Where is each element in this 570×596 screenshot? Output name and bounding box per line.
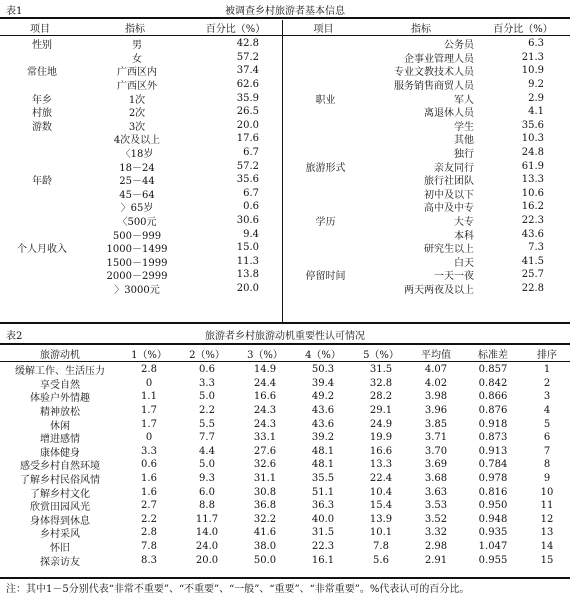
t2-cell: 24.4 — [253, 377, 277, 389]
t2-cell: 0.816 — [478, 486, 508, 498]
table1-caption: 被调查乡村旅游者基本信息 — [225, 6, 345, 17]
t1-value: 25.7 — [521, 269, 544, 281]
t2-header-5: 5（%） — [363, 349, 399, 360]
t2-cell: 10 — [540, 486, 554, 498]
t1-group — [283, 37, 368, 51]
t2-cell: 0.935 — [478, 527, 508, 539]
t2-cell: 22.4 — [369, 473, 393, 485]
t2-header-sd: 标准差 — [478, 349, 508, 360]
t2-cell: 48.1 — [311, 445, 335, 457]
t1-group — [2, 268, 82, 282]
t2-cell: 13.3 — [369, 459, 393, 471]
t1-value: 43.6 — [521, 228, 544, 240]
t2-cell: 10.4 — [369, 486, 393, 498]
t2-cell: 1.6 — [141, 473, 157, 485]
t1-indicator: 服务销售商贸人员 — [394, 81, 474, 92]
t2-header-1: 1（%） — [131, 349, 167, 360]
t2-cell: 49.2 — [311, 391, 335, 403]
t1-value: 4.1 — [528, 106, 544, 118]
t1-group — [283, 51, 368, 65]
t1-indicator: 3次 — [128, 121, 146, 133]
t1-value: 57.2 — [236, 160, 259, 172]
t1-right-header-item: 项目 — [313, 23, 334, 34]
t2-cell: 1.7 — [141, 418, 157, 430]
t1-group: 年龄 — [32, 176, 52, 187]
t2-header-3: 3（%） — [247, 349, 283, 360]
t1-value: 15.0 — [236, 242, 259, 254]
t2-cell: 35.5 — [311, 473, 335, 485]
t1-indicator: 4次及以上 — [113, 135, 161, 146]
t2-motive: 缓解工作、生活压力 — [15, 366, 105, 377]
table2-footnote: 注：其中1－5分别代表“非常不重要”、“不重要”、“一般”、“重要”、“非常重要”。%代表认可的百分比。 — [6, 584, 470, 595]
t1-value: 41.5 — [521, 255, 544, 267]
t2-cell: 3.3 — [141, 445, 157, 457]
t1-right-header-indicator: 指标 — [411, 23, 431, 34]
t1-indicator: 〉65岁 — [120, 203, 154, 214]
t2-cell: 2 — [543, 377, 551, 389]
t2-cell: 4.4 — [199, 445, 215, 457]
t1-indicator: 大专 — [454, 217, 474, 228]
t1-indicator: 本科 — [454, 230, 474, 241]
t2-cell: 20.0 — [195, 554, 219, 566]
t1-group — [283, 78, 368, 92]
t1-right-header-percent: 百分比（%） — [493, 23, 553, 34]
t2-motive: 了解乡村文化 — [30, 488, 90, 499]
t1-indicator: 〈500元 — [117, 217, 157, 228]
t2-cell: 3.3 — [199, 377, 215, 389]
t2-cell: 0.6 — [141, 459, 157, 471]
t1-group: 学历 — [315, 217, 336, 228]
t1-group — [283, 132, 368, 146]
t2-cell: 5.0 — [199, 391, 215, 403]
t1-value: 10.9 — [521, 65, 544, 77]
table-row — [0, 458, 570, 472]
t2-header-4: 4（%） — [305, 349, 341, 360]
t2-cell: 24.3 — [253, 405, 277, 417]
t2-cell: 14.9 — [253, 364, 277, 376]
t1-value: 13.3 — [521, 174, 544, 186]
t1-group — [283, 146, 368, 160]
t2-cell: 16.6 — [369, 445, 393, 457]
t2-cell: 38.0 — [253, 541, 277, 553]
t2-cell: 3.52 — [424, 513, 448, 525]
t1-indicator: 军人 — [454, 94, 474, 105]
t2-motive: 探亲访友 — [40, 556, 80, 567]
t1-group: 年乡 — [32, 94, 52, 105]
t1-indicator: 1000－1499 — [106, 244, 168, 255]
t1-left-header-indicator: 指标 — [125, 23, 145, 34]
table-row — [0, 377, 570, 391]
t2-cell: 2.8 — [141, 527, 157, 539]
t1-group — [283, 282, 368, 296]
t2-cell: 51.1 — [311, 486, 335, 498]
t2-cell: 14 — [540, 541, 554, 553]
t1-indicator: 研究生以上 — [424, 244, 474, 255]
t1-group — [2, 214, 82, 228]
t2-cell: 31.5 — [369, 364, 393, 376]
t1-group — [283, 200, 368, 214]
t2-cell: 1.047 — [478, 541, 508, 553]
t1-group: 常住地 — [27, 67, 57, 78]
t1-value: 17.6 — [236, 133, 259, 145]
t2-cell: 15.4 — [369, 500, 393, 512]
table-row — [0, 485, 570, 499]
t1-indicator: 企事业管理人员 — [404, 53, 474, 65]
t2-cell: 3.53 — [424, 500, 448, 512]
t2-cell: 13 — [540, 527, 554, 539]
t2-cell: 1.1 — [141, 391, 157, 403]
t1-value: 10.3 — [521, 133, 544, 145]
t1-indicator: 两天两夜及以上 — [404, 284, 474, 296]
t2-cell: 1 — [543, 364, 551, 376]
t1-indicator: 2000－2999 — [106, 271, 168, 282]
t2-cell: 30.8 — [253, 486, 277, 498]
t1-group — [283, 119, 368, 133]
t2-cell: 32.2 — [253, 513, 277, 525]
t2-cell: 16.6 — [253, 391, 277, 403]
t2-cell: 0.948 — [478, 513, 508, 525]
t2-cell: 1.6 — [141, 486, 157, 498]
t2-cell: 4.02 — [424, 377, 448, 389]
t1-group: 村旅 — [32, 108, 52, 119]
t1-value: 7.3 — [528, 242, 544, 254]
t2-cell: 6.0 — [199, 486, 215, 498]
t1-indicator: 初中及以下 — [424, 189, 474, 201]
t1-indicator: 其他 — [454, 135, 474, 146]
t2-cell: 0.842 — [478, 377, 508, 389]
t2-cell: 6 — [543, 432, 551, 444]
t1-value: 9.4 — [243, 228, 259, 240]
t1-indicator: 高中及中专 — [424, 203, 474, 214]
t1-group: 停留时间 — [305, 271, 346, 282]
t2-cell: 8.8 — [199, 500, 215, 512]
t1-group — [2, 200, 82, 214]
t1-indicator: 公务员 — [444, 40, 474, 51]
t2-cell: 2.2 — [199, 405, 215, 417]
t2-cell: 7.8 — [141, 541, 157, 553]
t2-cell: 3.98 — [424, 391, 448, 403]
t1-group — [2, 78, 82, 92]
t2-cell: 12 — [540, 513, 554, 525]
table2-label: 表2 — [6, 331, 23, 342]
t1-value: 2.9 — [528, 92, 544, 104]
t1-indicator: 18－24 — [119, 162, 155, 173]
t2-cell: 0.918 — [478, 418, 508, 430]
t1-group: 旅游形式 — [305, 162, 346, 173]
table-row — [0, 526, 570, 540]
table-row — [0, 472, 570, 486]
table1-title-bar — [0, 2, 570, 16]
t2-cell: 33.1 — [253, 432, 277, 444]
table2-bottom-rule — [0, 577, 570, 579]
t1-indicator: 女 — [132, 53, 142, 65]
t2-cell: 24.3 — [253, 418, 277, 430]
t2-cell: 9.3 — [199, 473, 215, 485]
t1-indicator: 旅行社团队 — [424, 176, 474, 187]
t2-cell: 13.9 — [369, 513, 393, 525]
t1-group — [2, 159, 82, 173]
t1-indicator: 亲友同行 — [434, 162, 474, 173]
t1-indicator: 白天 — [454, 257, 474, 269]
t1-indicator: 1次 — [128, 94, 146, 105]
t2-cell: 28.2 — [369, 391, 393, 403]
t2-cell: 2.91 — [424, 554, 448, 566]
t1-indicator: 男 — [132, 40, 142, 51]
t2-cell: 14.0 — [195, 527, 219, 539]
t2-cell: 39.4 — [311, 377, 335, 389]
t1-value: 6.7 — [243, 187, 259, 199]
t2-motive: 怀旧 — [50, 543, 70, 554]
t2-cell: 31.5 — [311, 527, 335, 539]
table2-body — [0, 363, 570, 567]
t2-cell: 24.9 — [369, 418, 393, 430]
table-row — [0, 513, 570, 527]
t2-cell: 0.955 — [478, 554, 508, 566]
t2-cell: 8.3 — [141, 554, 157, 566]
t2-cell: 0 — [145, 432, 153, 444]
t1-group — [2, 255, 82, 269]
t2-cell: 3.85 — [424, 418, 448, 430]
t2-motive: 享受自然 — [40, 379, 80, 391]
t1-value: 10.6 — [521, 187, 544, 199]
t2-cell: 29.1 — [369, 405, 393, 417]
t1-group — [2, 227, 82, 241]
t1-group: 性别 — [32, 40, 52, 51]
t2-header-rank: 排序 — [537, 349, 557, 360]
t2-cell: 36.8 — [253, 500, 277, 512]
t2-cell: 41.6 — [253, 527, 277, 539]
t1-value: 61.9 — [521, 160, 544, 172]
t2-cell: 15 — [540, 554, 554, 566]
t1-value: 20.0 — [236, 119, 259, 131]
t1-group — [2, 51, 82, 65]
table1-header-rule — [0, 35, 570, 36]
t2-cell: 9 — [543, 473, 551, 485]
t2-cell: 1.7 — [141, 405, 157, 417]
t2-cell: 50.3 — [311, 364, 335, 376]
t2-motive: 乡村采风 — [40, 529, 80, 540]
t2-cell: 8 — [543, 459, 551, 471]
t1-indicator: 广西区内 — [117, 67, 157, 78]
t2-motive: 了解乡村民俗风情 — [20, 475, 100, 486]
t2-cell: 50.0 — [253, 554, 277, 566]
t1-value: 6.7 — [243, 147, 259, 159]
table1-header-row — [0, 20, 570, 34]
t2-cell: 7 — [543, 445, 551, 457]
t2-header-motive: 旅游动机 — [40, 349, 80, 360]
t1-value: 24.8 — [521, 147, 544, 159]
table-row — [0, 417, 570, 431]
t1-group: 职业 — [315, 94, 336, 105]
t1-group — [2, 146, 82, 160]
t1-group: 游数 — [32, 121, 52, 133]
t1-value: 21.3 — [521, 51, 544, 63]
t2-cell: 32.8 — [369, 377, 393, 389]
t2-motive: 增进感情 — [40, 434, 80, 445]
t2-cell: 3.68 — [424, 473, 448, 485]
t2-cell: 5.5 — [199, 418, 215, 430]
t1-indicator: 专业文教技术人员 — [394, 67, 474, 78]
t1-indicator: 广西区外 — [117, 81, 157, 92]
t1-indicator: 学生 — [454, 121, 474, 133]
t2-motive: 身体得到休息 — [30, 515, 90, 527]
t1-value: 6.3 — [528, 38, 544, 50]
t1-value: 11.3 — [236, 255, 259, 267]
t2-cell: 5 — [543, 418, 551, 430]
table2-top-rule — [0, 343, 570, 345]
table-row — [0, 499, 570, 513]
t2-cell: 3.32 — [424, 527, 448, 539]
t2-cell: 48.1 — [311, 459, 335, 471]
t1-group — [283, 173, 368, 187]
t2-cell: 5.6 — [373, 554, 389, 566]
table-row — [0, 445, 570, 459]
t2-cell: 22.3 — [311, 541, 335, 553]
table-row — [0, 404, 570, 418]
t2-cell: 43.6 — [311, 405, 335, 417]
t1-group — [283, 241, 368, 255]
t2-cell: 0.978 — [478, 473, 508, 485]
t2-cell: 4 — [543, 405, 551, 417]
table1-right-body — [283, 37, 568, 295]
t1-left-header-percent: 百分比（%） — [205, 23, 266, 34]
t2-motive: 体验户外情趣 — [30, 393, 90, 404]
t2-header-2: 2（%） — [189, 349, 225, 360]
table1-left-body — [2, 37, 281, 295]
t2-cell: 11.7 — [195, 513, 219, 525]
t2-cell: 11 — [540, 500, 554, 512]
t1-value: 62.6 — [236, 79, 259, 91]
t2-cell: 2.2 — [141, 513, 157, 525]
t2-cell: 31.1 — [253, 473, 277, 485]
t2-motive: 休闲 — [50, 420, 70, 431]
table-row — [0, 390, 570, 404]
table2-caption: 旅游者乡村旅游动机重要性认可情况 — [205, 331, 365, 342]
t2-cell: 0.950 — [478, 500, 508, 512]
t1-value: 35.6 — [236, 174, 259, 186]
t1-indicator: 一天一夜 — [434, 271, 474, 282]
t2-cell: 39.2 — [311, 432, 335, 444]
t2-header-mean: 平均值 — [421, 349, 451, 360]
table1-bottom-rule — [0, 322, 570, 324]
table1-label: 表1 — [6, 6, 23, 17]
t2-cell: 2.7 — [141, 500, 157, 512]
t1-indicator: 独行 — [454, 149, 474, 160]
t2-cell: 3.63 — [424, 486, 448, 498]
table-row — [0, 553, 570, 567]
t2-cell: 36.3 — [311, 500, 335, 512]
t1-group — [283, 105, 368, 119]
t1-indicator: 2次 — [128, 108, 146, 119]
t2-cell: 3 — [543, 391, 551, 403]
t1-value: 35.9 — [236, 92, 259, 104]
t2-cell: 0.913 — [478, 445, 508, 457]
table-row — [0, 431, 570, 445]
t1-group — [283, 187, 368, 201]
t1-value: 35.6 — [521, 119, 544, 131]
t1-value: 22.8 — [521, 282, 544, 294]
t1-value: 37.4 — [236, 65, 259, 77]
t1-group: 个人月收入 — [17, 244, 67, 255]
t2-cell: 3.70 — [424, 445, 448, 457]
t2-cell: 0.6 — [199, 364, 215, 376]
t2-cell: 2.98 — [424, 541, 448, 553]
t1-value: 22.3 — [521, 215, 544, 227]
t2-cell: 0.876 — [478, 405, 508, 417]
table2-header-rule — [0, 361, 570, 362]
t2-cell: 7.8 — [373, 541, 389, 553]
t1-indicator: 〈18岁 — [120, 149, 154, 160]
t2-motive: 康体健身 — [40, 447, 80, 459]
t2-cell: 27.6 — [253, 445, 277, 457]
t2-cell: 2.8 — [141, 364, 157, 376]
t2-cell: 0.866 — [478, 391, 508, 403]
t2-cell: 3.96 — [424, 405, 448, 417]
t1-value: 13.8 — [236, 269, 259, 281]
t2-cell: 0.873 — [478, 432, 508, 444]
t2-cell: 5.0 — [199, 459, 215, 471]
t1-indicator: 25－44 — [119, 176, 155, 187]
t1-indicator: 500－999 — [112, 230, 162, 241]
t1-value: 16.2 — [521, 201, 544, 213]
t2-cell: 40.0 — [311, 513, 335, 525]
t1-value: 42.8 — [236, 38, 259, 50]
t1-group — [2, 282, 82, 296]
table1-top-rule — [0, 17, 570, 19]
t1-group — [283, 227, 368, 241]
t1-group — [2, 187, 82, 201]
t2-motive: 感受乡村自然环境 — [20, 461, 100, 472]
t2-cell: 3.71 — [424, 432, 448, 444]
t1-value: 9.2 — [528, 79, 544, 91]
t2-motive: 欣赏田园风光 — [30, 502, 90, 513]
t2-cell: 3.69 — [424, 459, 448, 471]
t1-value: 0.6 — [243, 201, 259, 213]
t1-indicator: 〉3000元 — [114, 284, 160, 296]
t1-value: 26.5 — [236, 106, 259, 118]
t2-cell: 16.1 — [311, 554, 335, 566]
t1-left-header-item: 项目 — [30, 23, 50, 34]
t2-cell: 0.784 — [478, 459, 508, 471]
t2-cell: 24.0 — [195, 541, 219, 553]
table2-title-bar — [0, 327, 570, 341]
table-row — [0, 540, 570, 554]
t2-cell: 43.6 — [311, 418, 335, 430]
t2-cell: 0 — [145, 377, 153, 389]
t1-group — [283, 255, 368, 269]
t1-indicator: 45－64 — [119, 189, 155, 201]
t2-cell: 4.07 — [424, 364, 448, 376]
t2-cell: 32.6 — [253, 459, 277, 471]
t2-cell: 0.857 — [478, 364, 508, 376]
t1-value: 20.0 — [236, 282, 259, 294]
t1-value: 30.6 — [236, 215, 259, 227]
t1-indicator: 离退休人员 — [424, 108, 474, 119]
t2-motive: 精神放松 — [40, 407, 80, 418]
t2-cell: 10.1 — [369, 527, 393, 539]
table-row — [0, 363, 570, 377]
t1-indicator: 1500－1999 — [106, 257, 168, 269]
t1-value: 57.2 — [236, 51, 259, 63]
table2-header-row — [0, 346, 570, 360]
t1-group — [283, 64, 368, 78]
t1-group — [2, 132, 82, 146]
t2-cell: 7.7 — [199, 432, 215, 444]
t2-cell: 19.9 — [369, 432, 393, 444]
